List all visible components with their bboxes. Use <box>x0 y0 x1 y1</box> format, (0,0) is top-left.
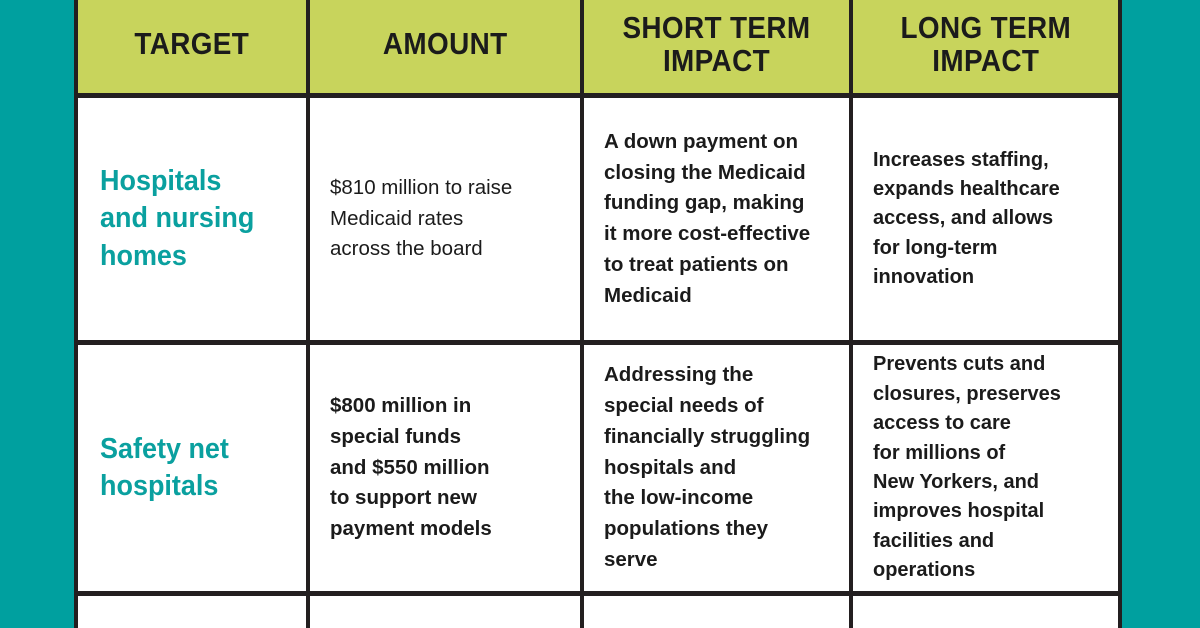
cell-short-term-impact <box>580 98 849 340</box>
column-header-target <box>78 0 306 93</box>
cell-long-term-impact <box>849 98 1118 340</box>
table-row <box>78 345 1118 596</box>
cell-target <box>78 345 306 591</box>
column-header-amount-label: AMOUNT <box>382 26 508 62</box>
cell-target <box>78 596 306 628</box>
comparison-table <box>74 0 1122 628</box>
cell-amount <box>306 596 580 628</box>
table-row <box>78 596 1118 628</box>
column-header-long-term-impact-label: LONG TERM IMPACT <box>900 10 1071 78</box>
cell-target-text: Hospitals and nursing homes <box>100 165 255 272</box>
table-header-row <box>78 0 1118 98</box>
column-header-amount <box>306 0 580 93</box>
cell-amount <box>306 98 580 340</box>
cell-short-term-impact <box>580 345 849 591</box>
cell-short-term-impact-text: A down payment on closing the Medicaid funding gap, making it more cost-effective to treat patients on Medicaid <box>604 129 811 307</box>
cell-amount <box>306 345 580 591</box>
cell-amount-text: $800 million in special funds and $550 million to support new payment models <box>330 394 492 541</box>
cell-short-term-impact <box>580 596 849 628</box>
cell-short-term-impact-text: Addressing the special needs of financially struggling hospitals and the low-income populations they serve <box>604 363 811 571</box>
table-row <box>78 98 1118 345</box>
column-header-short-term-impact-label: SHORT TERM IMPACT <box>622 10 811 78</box>
cell-long-term-impact-text: Prevents cuts and closures, preserves access to care for millions of New Yorkers, and improves hospital facilities and operations <box>873 353 1061 582</box>
cell-target-text: Safety net hospitals <box>100 432 229 502</box>
column-header-target-label: TARGET <box>134 26 250 62</box>
cell-target <box>78 98 306 340</box>
cell-long-term-impact <box>849 345 1118 591</box>
column-header-long-term-impact <box>849 0 1118 93</box>
column-header-short-term-impact <box>580 0 849 93</box>
cell-amount-text: $810 million to raise Medicaid rates across the board <box>330 175 513 261</box>
cell-long-term-impact-text: Increases staffing, expands healthcare access, and allows for long-term innovation <box>873 148 1060 289</box>
cell-long-term-impact <box>849 596 1118 628</box>
